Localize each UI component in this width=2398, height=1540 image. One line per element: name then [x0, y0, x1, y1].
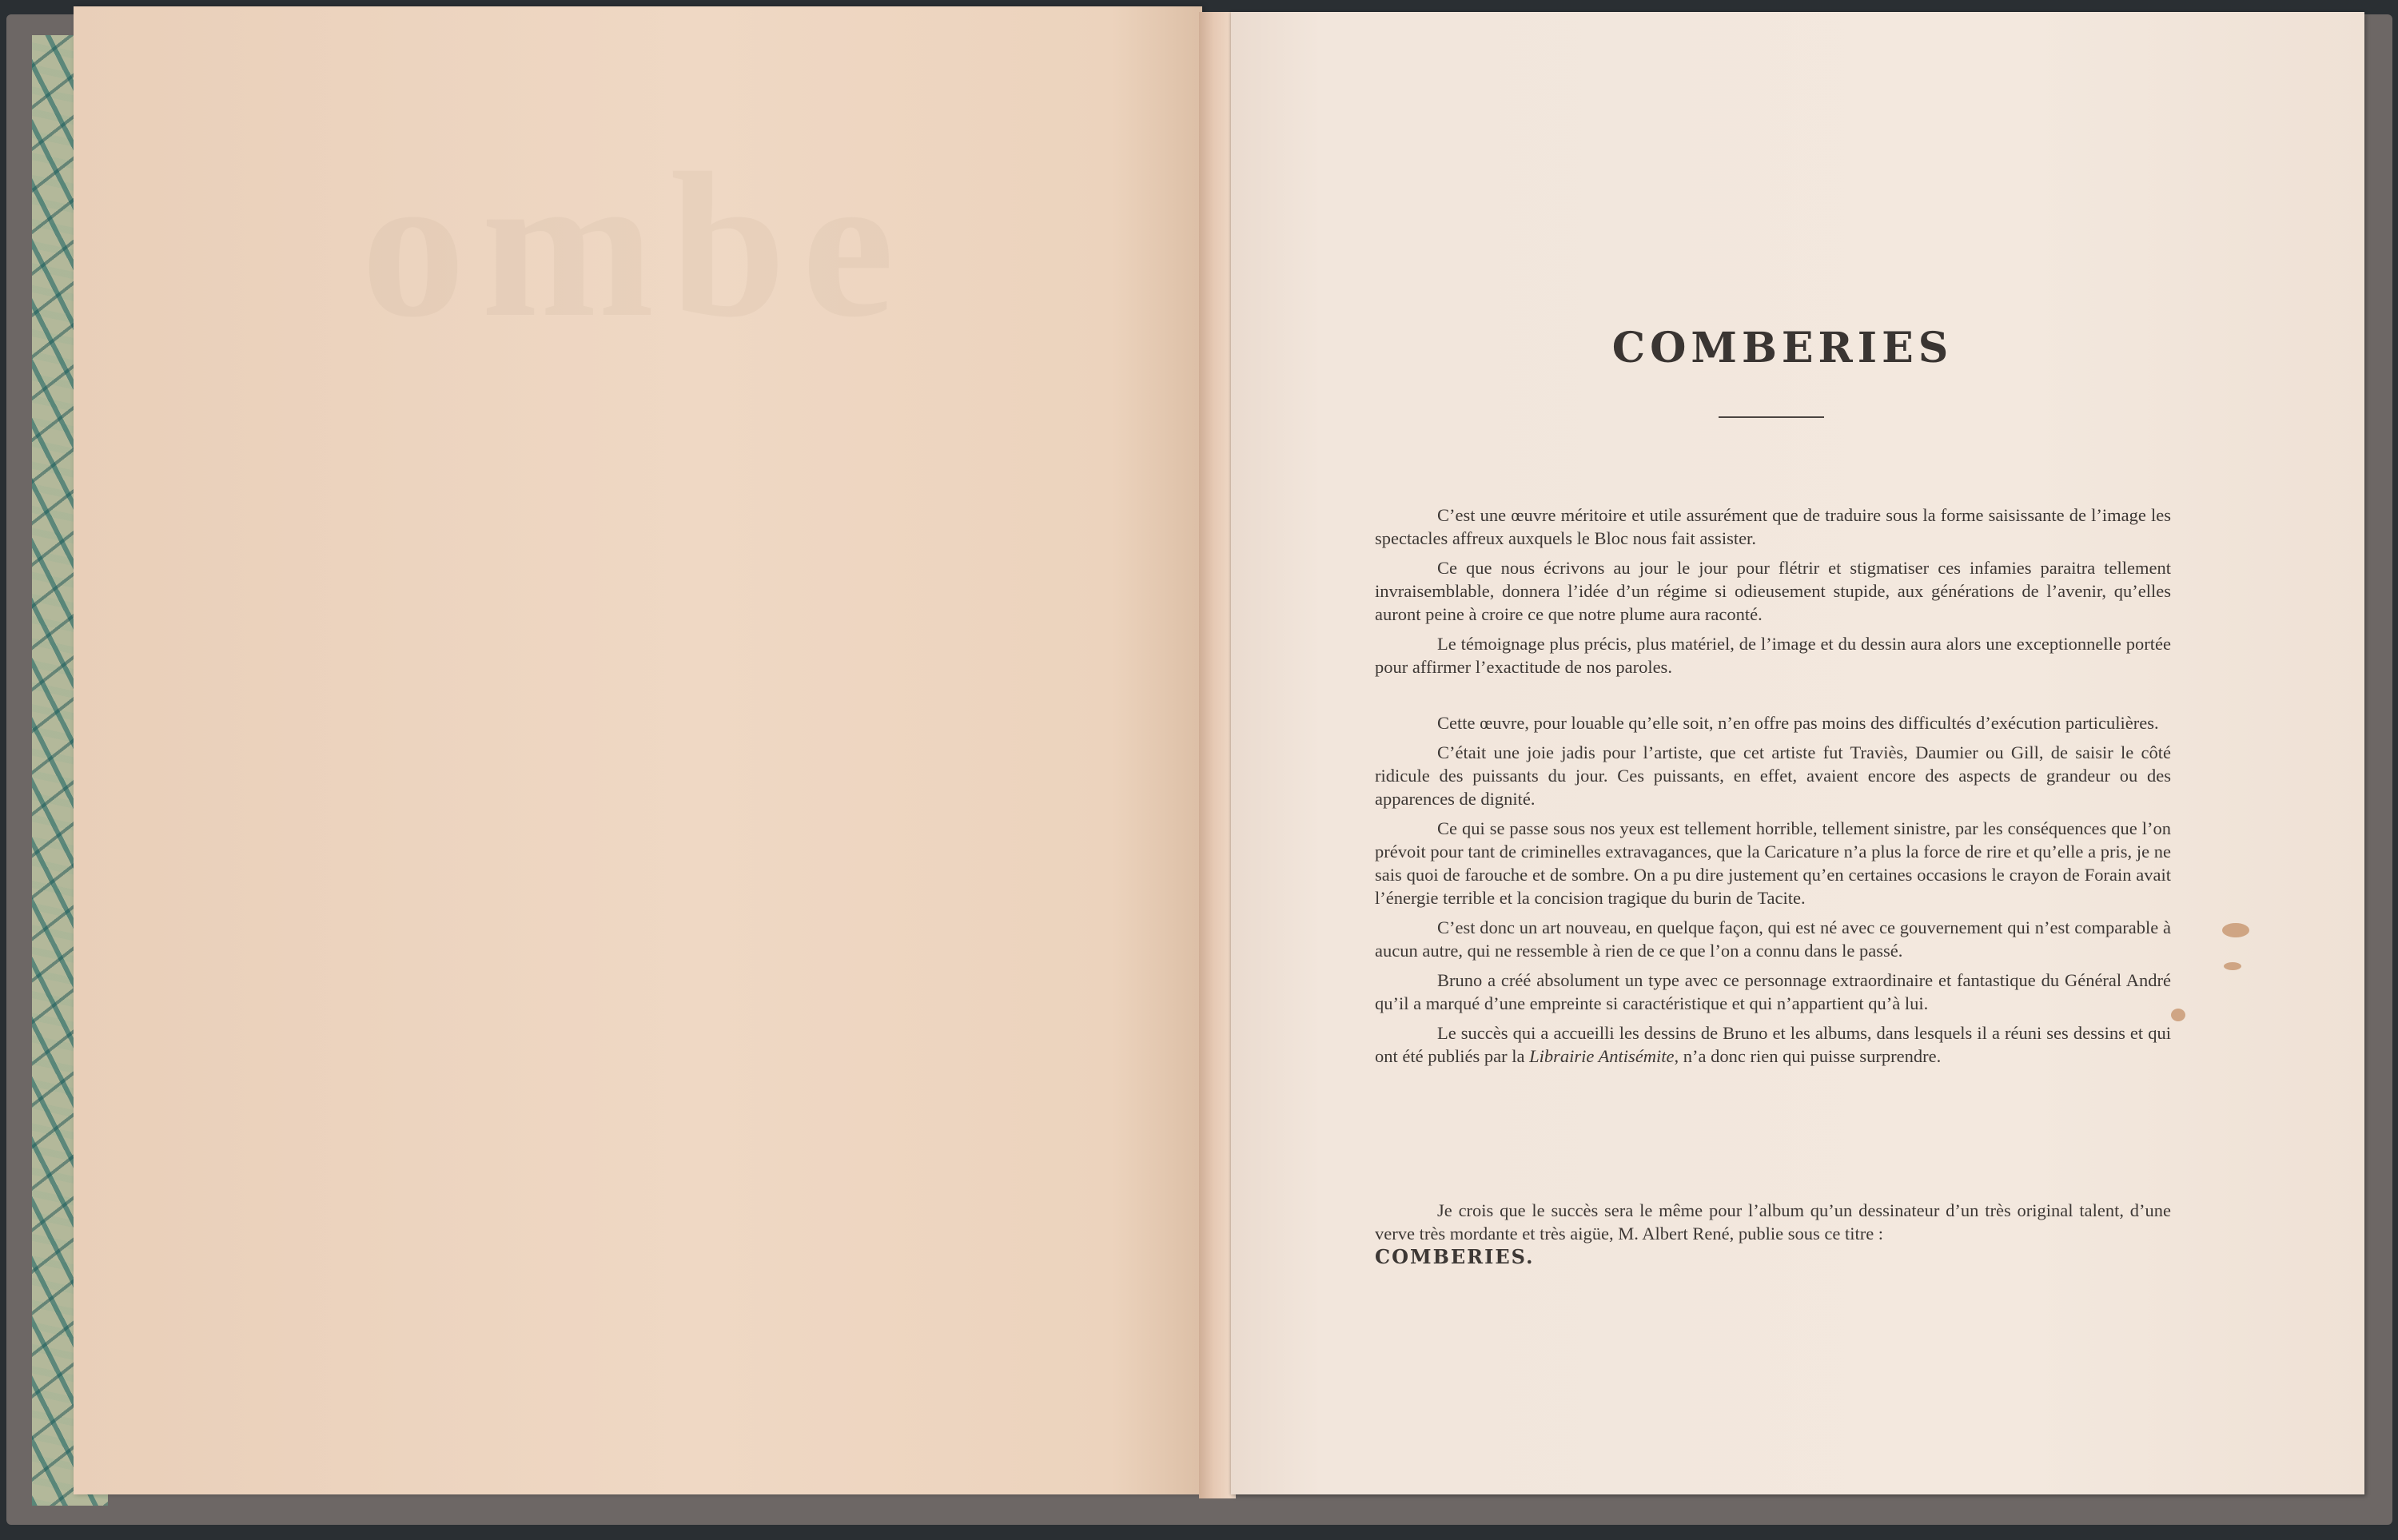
paragraph-text: Le succès qui a accueilli les dessins de Bruno et les albums, dans lesquels il a réuni ses dessins et qui ont été publiés par la	[1375, 1023, 2171, 1066]
publisher-name: Librairie Antisémite	[1529, 1046, 1675, 1066]
page-title: COMBERIES	[1611, 324, 1954, 372]
paper-stain	[2171, 1009, 2185, 1021]
paragraph: C’est donc un art nouveau, en quelque façon, qui est né avec ce gouvernement qui n’est comparable à aucun autre, qui ne ressemble à rien de ce que l’on a connu dans le passé.	[1375, 917, 2171, 961]
paragraph: Ce que nous écrivons au jour le jour pour flétrir et stigmatiser ces infamies paraitra tellement invraisemblable, donnera l’idée d’un régime si odieusement stupide, aux générations de l’avenir, qu’elles auront peine à croire ce que notre plume aura raconté.	[1375, 558, 2171, 624]
paragraph-text: , n’a donc rien qui puisse surprendre.	[1674, 1046, 1942, 1066]
paragraph: Le témoignage plus précis, plus matériel, de l’image et du dessin aura alors une exceptionnelle portée pour affirmer l’exactitude de nos paroles.	[1375, 634, 2171, 677]
paragraph: Cette œuvre, pour louable qu’elle soit, n’en offre pas moins des difficultés d’exécution particulières.	[1437, 713, 2159, 733]
left-page	[74, 6, 1202, 1494]
title-divider	[1719, 416, 1824, 418]
text-block-closing	[1375, 1199, 2171, 1275]
paper-stain	[2224, 962, 2241, 970]
paper-stain	[2222, 923, 2249, 937]
paragraph: Bruno a créé absolument un type avec ce personnage extraordinaire et fantastique du Général André qu’il a marqué d’une empreinte si caractéristique et qui n’appartient qu’à lui.	[1375, 970, 2171, 1013]
text-block-intro	[1375, 503, 2171, 685]
paragraph: C’était une joie jadis pour l’artiste, que cet artiste fut Traviès, Daumier ou Gill, de saisir le côté ridicule des puissants du jour. Ces puissants, en effet, avaient encore des aspects de grandeur ou des apparences de dignité.	[1375, 742, 2171, 809]
paragraph: C’est une œuvre méritoire et utile assurément que de traduire sous la forme saisissante de l’image les spectacles affreux auxquels le Bloc nous fait assister.	[1375, 505, 2171, 548]
text-block-body	[1375, 711, 2171, 1074]
paragraph: Ce qui se passe sous nos yeux est tellement horrible, tellement sinistre, par les conséquences que l’on prévoit pour tant de criminelles extravagances, que la Caricature n’a plus la force de rire et qu’elle a pris, je ne sais quoi de farouche et de sombre. On a pu dire justement qu’en certaines occasions le crayon de Forain avait l’énergie terrible et la concision tragique du burin de Tacite.	[1375, 818, 2171, 908]
closing-text: Je crois que le succès sera le même pour l’album qu’un dessinateur d’un très original talent, d’une verve très mordante et très aigüe, M. Albert René, publie sous ce titre :	[1375, 1200, 2171, 1244]
paragraph	[1375, 1021, 2171, 1068]
closing-title: COMBERIES.	[1375, 1245, 1535, 1268]
show-through-text: ombe	[361, 130, 910, 360]
paragraph	[1375, 1199, 2171, 1269]
